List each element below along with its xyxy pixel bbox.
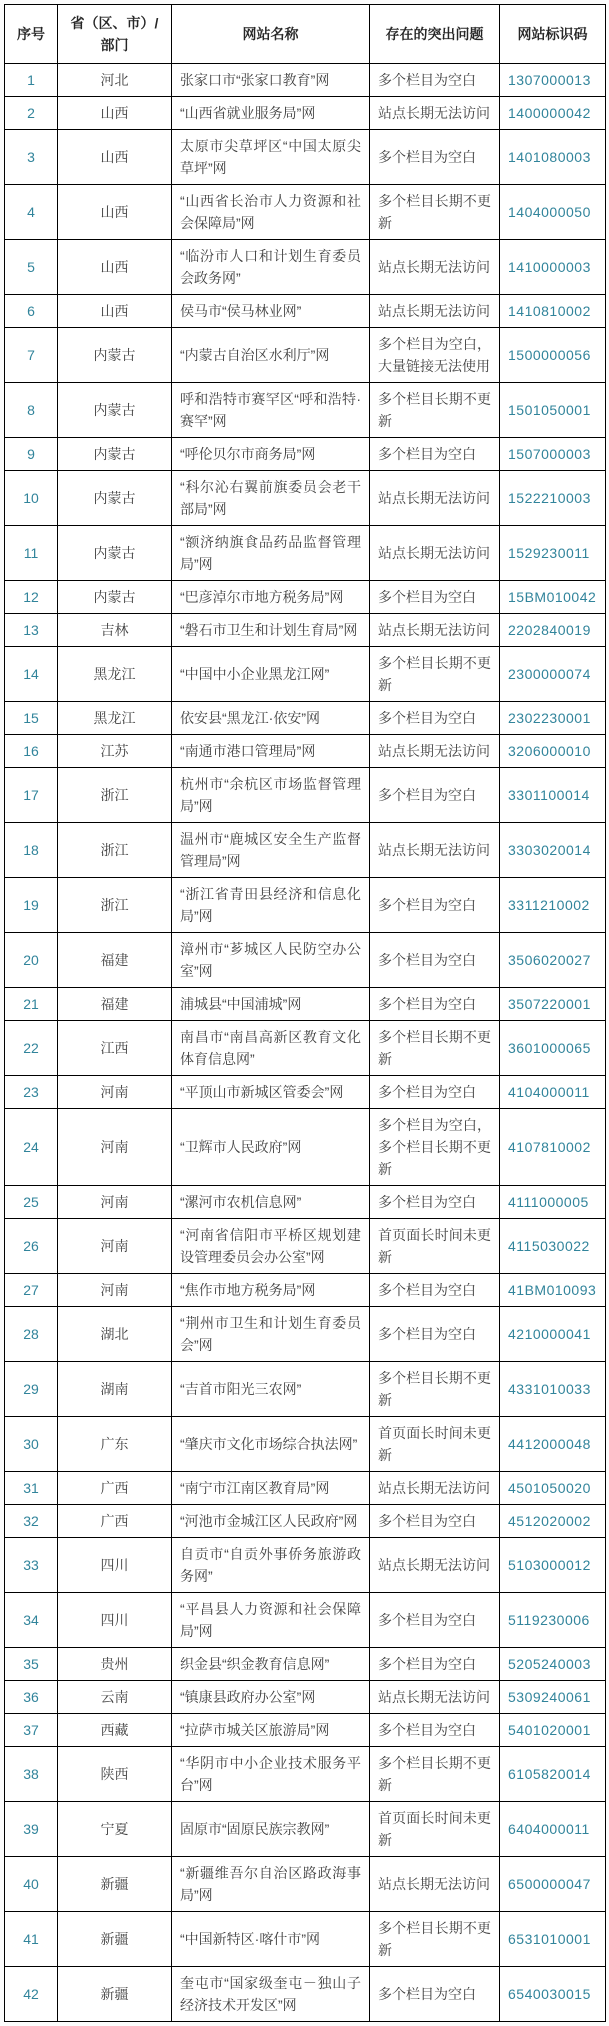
website-problems-table bbox=[4, 4, 606, 2022]
cell-problem: 站点长期无法访问 bbox=[370, 97, 500, 130]
cell-website-name: “镇康县政府办公室”网 bbox=[172, 1681, 370, 1714]
cell-website-code: 15BM010042 bbox=[500, 581, 606, 614]
cell-problem: 多个栏目为空白 bbox=[370, 1593, 500, 1648]
cell-website-name: 奎屯市“国家级奎屯－独山子经济技术开发区”网 bbox=[172, 1967, 370, 2022]
table-row bbox=[5, 735, 606, 768]
cell-website-code: 2202840019 bbox=[500, 614, 606, 647]
cell-row-number: 1 bbox=[5, 64, 58, 97]
cell-website-code: 41BM010093 bbox=[500, 1274, 606, 1307]
cell-row-number: 25 bbox=[5, 1186, 58, 1219]
cell-website-code: 6540030015 bbox=[500, 1967, 606, 2022]
cell-website-name: 张家口市“张家口教育”网 bbox=[172, 64, 370, 97]
cell-row-number: 8 bbox=[5, 383, 58, 438]
table-row bbox=[5, 1802, 606, 1857]
cell-province: 山西 bbox=[58, 240, 172, 295]
table-row bbox=[5, 97, 606, 130]
cell-website-code: 3506020027 bbox=[500, 933, 606, 988]
cell-row-number: 41 bbox=[5, 1912, 58, 1967]
cell-website-code: 4412000048 bbox=[500, 1417, 606, 1472]
cell-row-number: 35 bbox=[5, 1648, 58, 1681]
table-row bbox=[5, 438, 606, 471]
cell-problem: 首页面长时间未更新 bbox=[370, 1219, 500, 1274]
cell-problem: 多个栏目为空白 bbox=[370, 438, 500, 471]
cell-problem: 站点长期无法访问 bbox=[370, 1538, 500, 1593]
cell-row-number: 40 bbox=[5, 1857, 58, 1912]
cell-problem: 多个栏目为空白 bbox=[370, 1967, 500, 2022]
cell-province: 陕西 bbox=[58, 1747, 172, 1802]
table-row bbox=[5, 1967, 606, 2022]
cell-website-code: 6500000047 bbox=[500, 1857, 606, 1912]
table-row bbox=[5, 1472, 606, 1505]
table-row bbox=[5, 1593, 606, 1648]
cell-website-name: “南通市港口管理局”网 bbox=[172, 735, 370, 768]
cell-province: 河北 bbox=[58, 64, 172, 97]
cell-website-code: 6404000011 bbox=[500, 1802, 606, 1857]
cell-province: 江苏 bbox=[58, 735, 172, 768]
cell-website-name: “临汾市人口和计划生育委员会政务网” bbox=[172, 240, 370, 295]
cell-row-number: 29 bbox=[5, 1362, 58, 1417]
cell-website-code: 3311210002 bbox=[500, 878, 606, 933]
table-row bbox=[5, 647, 606, 702]
cell-row-number: 14 bbox=[5, 647, 58, 702]
cell-problem: 站点长期无法访问 bbox=[370, 240, 500, 295]
column-header-problem: 存在的突出问题 bbox=[370, 5, 500, 64]
cell-row-number: 31 bbox=[5, 1472, 58, 1505]
cell-province: 浙江 bbox=[58, 878, 172, 933]
cell-website-name: “漯河市农机信息网” bbox=[172, 1186, 370, 1219]
cell-problem: 首页面长时间未更新 bbox=[370, 1417, 500, 1472]
table-row bbox=[5, 1307, 606, 1362]
table-row bbox=[5, 878, 606, 933]
table-row bbox=[5, 1076, 606, 1109]
cell-province: 内蒙古 bbox=[58, 526, 172, 581]
cell-province: 湖北 bbox=[58, 1307, 172, 1362]
table-row bbox=[5, 471, 606, 526]
column-header-num: 序号 bbox=[5, 5, 58, 64]
cell-province: 宁夏 bbox=[58, 1802, 172, 1857]
cell-problem: 站点长期无法访问 bbox=[370, 1472, 500, 1505]
cell-province: 河南 bbox=[58, 1076, 172, 1109]
cell-website-name: 温州市“鹿城区安全生产监督管理局”网 bbox=[172, 823, 370, 878]
cell-row-number: 37 bbox=[5, 1714, 58, 1747]
cell-problem: 多个栏目长期不更新 bbox=[370, 647, 500, 702]
column-header-code: 网站标识码 bbox=[500, 5, 606, 64]
cell-website-code: 2300000074 bbox=[500, 647, 606, 702]
cell-website-code: 3301100014 bbox=[500, 768, 606, 823]
cell-problem: 多个栏目为空白 bbox=[370, 1076, 500, 1109]
table-row bbox=[5, 1857, 606, 1912]
cell-row-number: 33 bbox=[5, 1538, 58, 1593]
cell-province: 湖南 bbox=[58, 1362, 172, 1417]
table-row bbox=[5, 823, 606, 878]
table-row bbox=[5, 1538, 606, 1593]
cell-problem: 站点长期无法访问 bbox=[370, 823, 500, 878]
column-header-province: 省（区、市）/部门 bbox=[58, 5, 172, 64]
cell-province: 福建 bbox=[58, 933, 172, 988]
cell-website-name: “山西省就业服务局”网 bbox=[172, 97, 370, 130]
table-row bbox=[5, 295, 606, 328]
cell-website-code: 3601000065 bbox=[500, 1021, 606, 1076]
cell-website-code: 5103000012 bbox=[500, 1538, 606, 1593]
table-row bbox=[5, 1219, 606, 1274]
table-row bbox=[5, 1505, 606, 1538]
table-row bbox=[5, 240, 606, 295]
table-row bbox=[5, 581, 606, 614]
cell-website-code: 1404000050 bbox=[500, 185, 606, 240]
cell-website-name: 固原市“固原民族宗教网” bbox=[172, 1802, 370, 1857]
cell-website-name: “新疆维吾尔自治区路政海事局”网 bbox=[172, 1857, 370, 1912]
cell-row-number: 26 bbox=[5, 1219, 58, 1274]
cell-website-name: 太原市尖草坪区“中国太原尖草坪”网 bbox=[172, 130, 370, 185]
table-row bbox=[5, 130, 606, 185]
cell-website-name: “中国中小企业黑龙江网” bbox=[172, 647, 370, 702]
cell-row-number: 15 bbox=[5, 702, 58, 735]
cell-website-code: 4104000011 bbox=[500, 1076, 606, 1109]
cell-problem: 多个栏目为空白，多个栏目长期不更新 bbox=[370, 1109, 500, 1186]
cell-website-name: 织金县“织金教育信息网” bbox=[172, 1648, 370, 1681]
cell-website-name: “浙江省青田县经济和信息化局”网 bbox=[172, 878, 370, 933]
cell-row-number: 23 bbox=[5, 1076, 58, 1109]
cell-website-code: 1522210003 bbox=[500, 471, 606, 526]
cell-website-name: “中国新特区·喀什市”网 bbox=[172, 1912, 370, 1967]
cell-problem: 多个栏目长期不更新 bbox=[370, 185, 500, 240]
cell-website-name: 呼和浩特市赛罕区“呼和浩特·赛罕”网 bbox=[172, 383, 370, 438]
cell-website-code: 1401080003 bbox=[500, 130, 606, 185]
table-row bbox=[5, 614, 606, 647]
cell-website-name: “卫辉市人民政府”网 bbox=[172, 1109, 370, 1186]
cell-province: 内蒙古 bbox=[58, 383, 172, 438]
cell-website-code: 4501050020 bbox=[500, 1472, 606, 1505]
cell-province: 吉林 bbox=[58, 614, 172, 647]
cell-website-name: “河南省信阳市平桥区规划建设管理委员会办公室”网 bbox=[172, 1219, 370, 1274]
cell-problem: 站点长期无法访问 bbox=[370, 614, 500, 647]
cell-province: 山西 bbox=[58, 130, 172, 185]
table-row bbox=[5, 1417, 606, 1472]
table-row bbox=[5, 1274, 606, 1307]
table-row bbox=[5, 1912, 606, 1967]
cell-province: 山西 bbox=[58, 97, 172, 130]
table-row bbox=[5, 1648, 606, 1681]
table-row bbox=[5, 526, 606, 581]
cell-problem: 多个栏目长期不更新 bbox=[370, 1747, 500, 1802]
cell-problem: 多个栏目为空白 bbox=[370, 988, 500, 1021]
cell-problem: 多个栏目长期不更新 bbox=[370, 1912, 500, 1967]
cell-province: 河南 bbox=[58, 1109, 172, 1186]
cell-problem: 站点长期无法访问 bbox=[370, 1857, 500, 1912]
cell-province: 广西 bbox=[58, 1505, 172, 1538]
cell-website-code: 1529230011 bbox=[500, 526, 606, 581]
cell-website-name: “内蒙古自治区水利厅”网 bbox=[172, 328, 370, 383]
cell-problem: 多个栏目为空白 bbox=[370, 933, 500, 988]
cell-province: 福建 bbox=[58, 988, 172, 1021]
cell-website-code: 6105820014 bbox=[500, 1747, 606, 1802]
cell-website-code: 3206000010 bbox=[500, 735, 606, 768]
cell-province: 河南 bbox=[58, 1274, 172, 1307]
cell-website-name: “华阴市中小企业技术服务平台”网 bbox=[172, 1747, 370, 1802]
cell-province: 广东 bbox=[58, 1417, 172, 1472]
cell-province: 河南 bbox=[58, 1186, 172, 1219]
table-row bbox=[5, 1747, 606, 1802]
cell-website-name: “肇庆市文化市场综合执法网” bbox=[172, 1417, 370, 1472]
cell-row-number: 32 bbox=[5, 1505, 58, 1538]
cell-problem: 多个栏目长期不更新 bbox=[370, 1362, 500, 1417]
cell-website-code: 4210000041 bbox=[500, 1307, 606, 1362]
cell-problem: 多个栏目为空白 bbox=[370, 130, 500, 185]
cell-website-code: 1410810002 bbox=[500, 295, 606, 328]
cell-website-name: 浦城县“中国浦城”网 bbox=[172, 988, 370, 1021]
cell-problem: 多个栏目为空白 bbox=[370, 1648, 500, 1681]
cell-problem: 多个栏目为空白 bbox=[370, 768, 500, 823]
cell-website-code: 1507000003 bbox=[500, 438, 606, 471]
table-row bbox=[5, 1109, 606, 1186]
cell-row-number: 42 bbox=[5, 1967, 58, 2022]
cell-website-name: 侯马市“侯马林业网” bbox=[172, 295, 370, 328]
cell-row-number: 17 bbox=[5, 768, 58, 823]
cell-row-number: 18 bbox=[5, 823, 58, 878]
cell-province: 黑龙江 bbox=[58, 702, 172, 735]
cell-province: 新疆 bbox=[58, 1857, 172, 1912]
cell-website-code: 3303020014 bbox=[500, 823, 606, 878]
table-row bbox=[5, 768, 606, 823]
column-header-name: 网站名称 bbox=[172, 5, 370, 64]
cell-problem: 首页面长时间未更新 bbox=[370, 1802, 500, 1857]
cell-problem: 站点长期无法访问 bbox=[370, 471, 500, 526]
cell-problem: 站点长期无法访问 bbox=[370, 735, 500, 768]
cell-website-code: 1400000042 bbox=[500, 97, 606, 130]
cell-row-number: 21 bbox=[5, 988, 58, 1021]
cell-website-code: 5205240003 bbox=[500, 1648, 606, 1681]
cell-problem: 多个栏目为空白 bbox=[370, 1274, 500, 1307]
cell-row-number: 24 bbox=[5, 1109, 58, 1186]
cell-website-code: 6531010001 bbox=[500, 1912, 606, 1967]
cell-row-number: 3 bbox=[5, 130, 58, 185]
cell-website-name: “磐石市卫生和计划生育局”网 bbox=[172, 614, 370, 647]
cell-province: 广西 bbox=[58, 1472, 172, 1505]
cell-website-name: “荆州市卫生和计划生育委员会”网 bbox=[172, 1307, 370, 1362]
cell-problem: 多个栏目为空白 bbox=[370, 64, 500, 97]
cell-website-name: “吉首市阳光三农网” bbox=[172, 1362, 370, 1417]
table-row bbox=[5, 383, 606, 438]
cell-website-name: “额济纳旗食品药品监督管理局”网 bbox=[172, 526, 370, 581]
table-row bbox=[5, 1186, 606, 1219]
cell-row-number: 19 bbox=[5, 878, 58, 933]
cell-website-code: 1500000056 bbox=[500, 328, 606, 383]
cell-row-number: 9 bbox=[5, 438, 58, 471]
cell-province: 内蒙古 bbox=[58, 581, 172, 614]
cell-website-code: 5401020001 bbox=[500, 1714, 606, 1747]
cell-website-name: “呼伦贝尔市商务局”网 bbox=[172, 438, 370, 471]
cell-problem: 多个栏目为空白 bbox=[370, 581, 500, 614]
cell-province: 云南 bbox=[58, 1681, 172, 1714]
cell-province: 山西 bbox=[58, 295, 172, 328]
cell-website-name: 杭州市“余杭区市场监督管理局”网 bbox=[172, 768, 370, 823]
cell-province: 内蒙古 bbox=[58, 471, 172, 526]
cell-problem: 站点长期无法访问 bbox=[370, 526, 500, 581]
cell-website-name: “拉萨市城关区旅游局”网 bbox=[172, 1714, 370, 1747]
cell-website-code: 4107810002 bbox=[500, 1109, 606, 1186]
cell-website-code: 4115030022 bbox=[500, 1219, 606, 1274]
cell-website-name: “巴彦淖尔市地方税务局”网 bbox=[172, 581, 370, 614]
cell-row-number: 38 bbox=[5, 1747, 58, 1802]
cell-row-number: 16 bbox=[5, 735, 58, 768]
cell-website-code: 5309240061 bbox=[500, 1681, 606, 1714]
cell-row-number: 10 bbox=[5, 471, 58, 526]
cell-website-name: 依安县“黑龙江·依安”网 bbox=[172, 702, 370, 735]
cell-province: 江西 bbox=[58, 1021, 172, 1076]
cell-province: 浙江 bbox=[58, 823, 172, 878]
table-row bbox=[5, 185, 606, 240]
cell-province: 山西 bbox=[58, 185, 172, 240]
cell-row-number: 11 bbox=[5, 526, 58, 581]
cell-province: 四川 bbox=[58, 1593, 172, 1648]
table-row bbox=[5, 1681, 606, 1714]
table-row bbox=[5, 328, 606, 383]
cell-website-name: “平顶山市新城区管委会”网 bbox=[172, 1076, 370, 1109]
cell-website-name: “南宁市江南区教育局”网 bbox=[172, 1472, 370, 1505]
cell-province: 内蒙古 bbox=[58, 438, 172, 471]
cell-website-code: 1501050001 bbox=[500, 383, 606, 438]
cell-website-name: 南昌市“南昌高新区教育文化体育信息网” bbox=[172, 1021, 370, 1076]
cell-website-code: 3507220001 bbox=[500, 988, 606, 1021]
cell-row-number: 12 bbox=[5, 581, 58, 614]
cell-problem: 多个栏目为空白 bbox=[370, 1307, 500, 1362]
cell-row-number: 36 bbox=[5, 1681, 58, 1714]
cell-problem: 多个栏目为空白 bbox=[370, 1186, 500, 1219]
cell-row-number: 2 bbox=[5, 97, 58, 130]
cell-row-number: 22 bbox=[5, 1021, 58, 1076]
cell-province: 新疆 bbox=[58, 1967, 172, 2022]
cell-website-code: 4331010033 bbox=[500, 1362, 606, 1417]
table-row bbox=[5, 933, 606, 988]
cell-website-name: “科尔沁右翼前旗委员会老干部局”网 bbox=[172, 471, 370, 526]
cell-website-name: “山西省长治市人力资源和社会保障局”网 bbox=[172, 185, 370, 240]
cell-row-number: 39 bbox=[5, 1802, 58, 1857]
cell-row-number: 20 bbox=[5, 933, 58, 988]
cell-problem: 多个栏目为空白 bbox=[370, 878, 500, 933]
table-row bbox=[5, 988, 606, 1021]
cell-province: 河南 bbox=[58, 1219, 172, 1274]
cell-row-number: 27 bbox=[5, 1274, 58, 1307]
cell-problem: 站点长期无法访问 bbox=[370, 295, 500, 328]
cell-website-name: “平昌县人力资源和社会保障局”网 bbox=[172, 1593, 370, 1648]
cell-problem: 站点长期无法访问 bbox=[370, 1681, 500, 1714]
cell-problem: 多个栏目为空白，大量链接无法使用 bbox=[370, 328, 500, 383]
cell-province: 内蒙古 bbox=[58, 328, 172, 383]
cell-website-code: 4512020002 bbox=[500, 1505, 606, 1538]
cell-website-name: “河池市金城江区人民政府”网 bbox=[172, 1505, 370, 1538]
cell-website-name: 自贡市“自贡外事侨务旅游政务网” bbox=[172, 1538, 370, 1593]
cell-website-code: 4111000005 bbox=[500, 1186, 606, 1219]
cell-row-number: 13 bbox=[5, 614, 58, 647]
cell-province: 黑龙江 bbox=[58, 647, 172, 702]
table-row bbox=[5, 1021, 606, 1076]
cell-website-code: 2302230001 bbox=[500, 702, 606, 735]
cell-row-number: 5 bbox=[5, 240, 58, 295]
cell-row-number: 34 bbox=[5, 1593, 58, 1648]
table-header bbox=[5, 5, 606, 64]
cell-problem: 多个栏目为空白 bbox=[370, 1714, 500, 1747]
cell-row-number: 7 bbox=[5, 328, 58, 383]
cell-province: 西藏 bbox=[58, 1714, 172, 1747]
cell-problem: 多个栏目为空白 bbox=[370, 1505, 500, 1538]
table-body bbox=[5, 64, 606, 2022]
cell-province: 贵州 bbox=[58, 1648, 172, 1681]
cell-province: 四川 bbox=[58, 1538, 172, 1593]
header-row bbox=[5, 5, 606, 64]
cell-row-number: 6 bbox=[5, 295, 58, 328]
cell-problem: 多个栏目为空白 bbox=[370, 702, 500, 735]
cell-website-name: “焦作市地方税务局”网 bbox=[172, 1274, 370, 1307]
table-row bbox=[5, 64, 606, 97]
cell-province: 浙江 bbox=[58, 768, 172, 823]
cell-row-number: 30 bbox=[5, 1417, 58, 1472]
cell-website-code: 1307000013 bbox=[500, 64, 606, 97]
cell-row-number: 4 bbox=[5, 185, 58, 240]
cell-province: 新疆 bbox=[58, 1912, 172, 1967]
cell-website-code: 1410000003 bbox=[500, 240, 606, 295]
table-row bbox=[5, 1714, 606, 1747]
cell-website-name: 漳州市“芗城区人民防空办公室”网 bbox=[172, 933, 370, 988]
table-row bbox=[5, 1362, 606, 1417]
cell-problem: 多个栏目长期不更新 bbox=[370, 383, 500, 438]
table-row bbox=[5, 702, 606, 735]
cell-row-number: 28 bbox=[5, 1307, 58, 1362]
cell-problem: 多个栏目长期不更新 bbox=[370, 1021, 500, 1076]
cell-website-code: 5119230006 bbox=[500, 1593, 606, 1648]
